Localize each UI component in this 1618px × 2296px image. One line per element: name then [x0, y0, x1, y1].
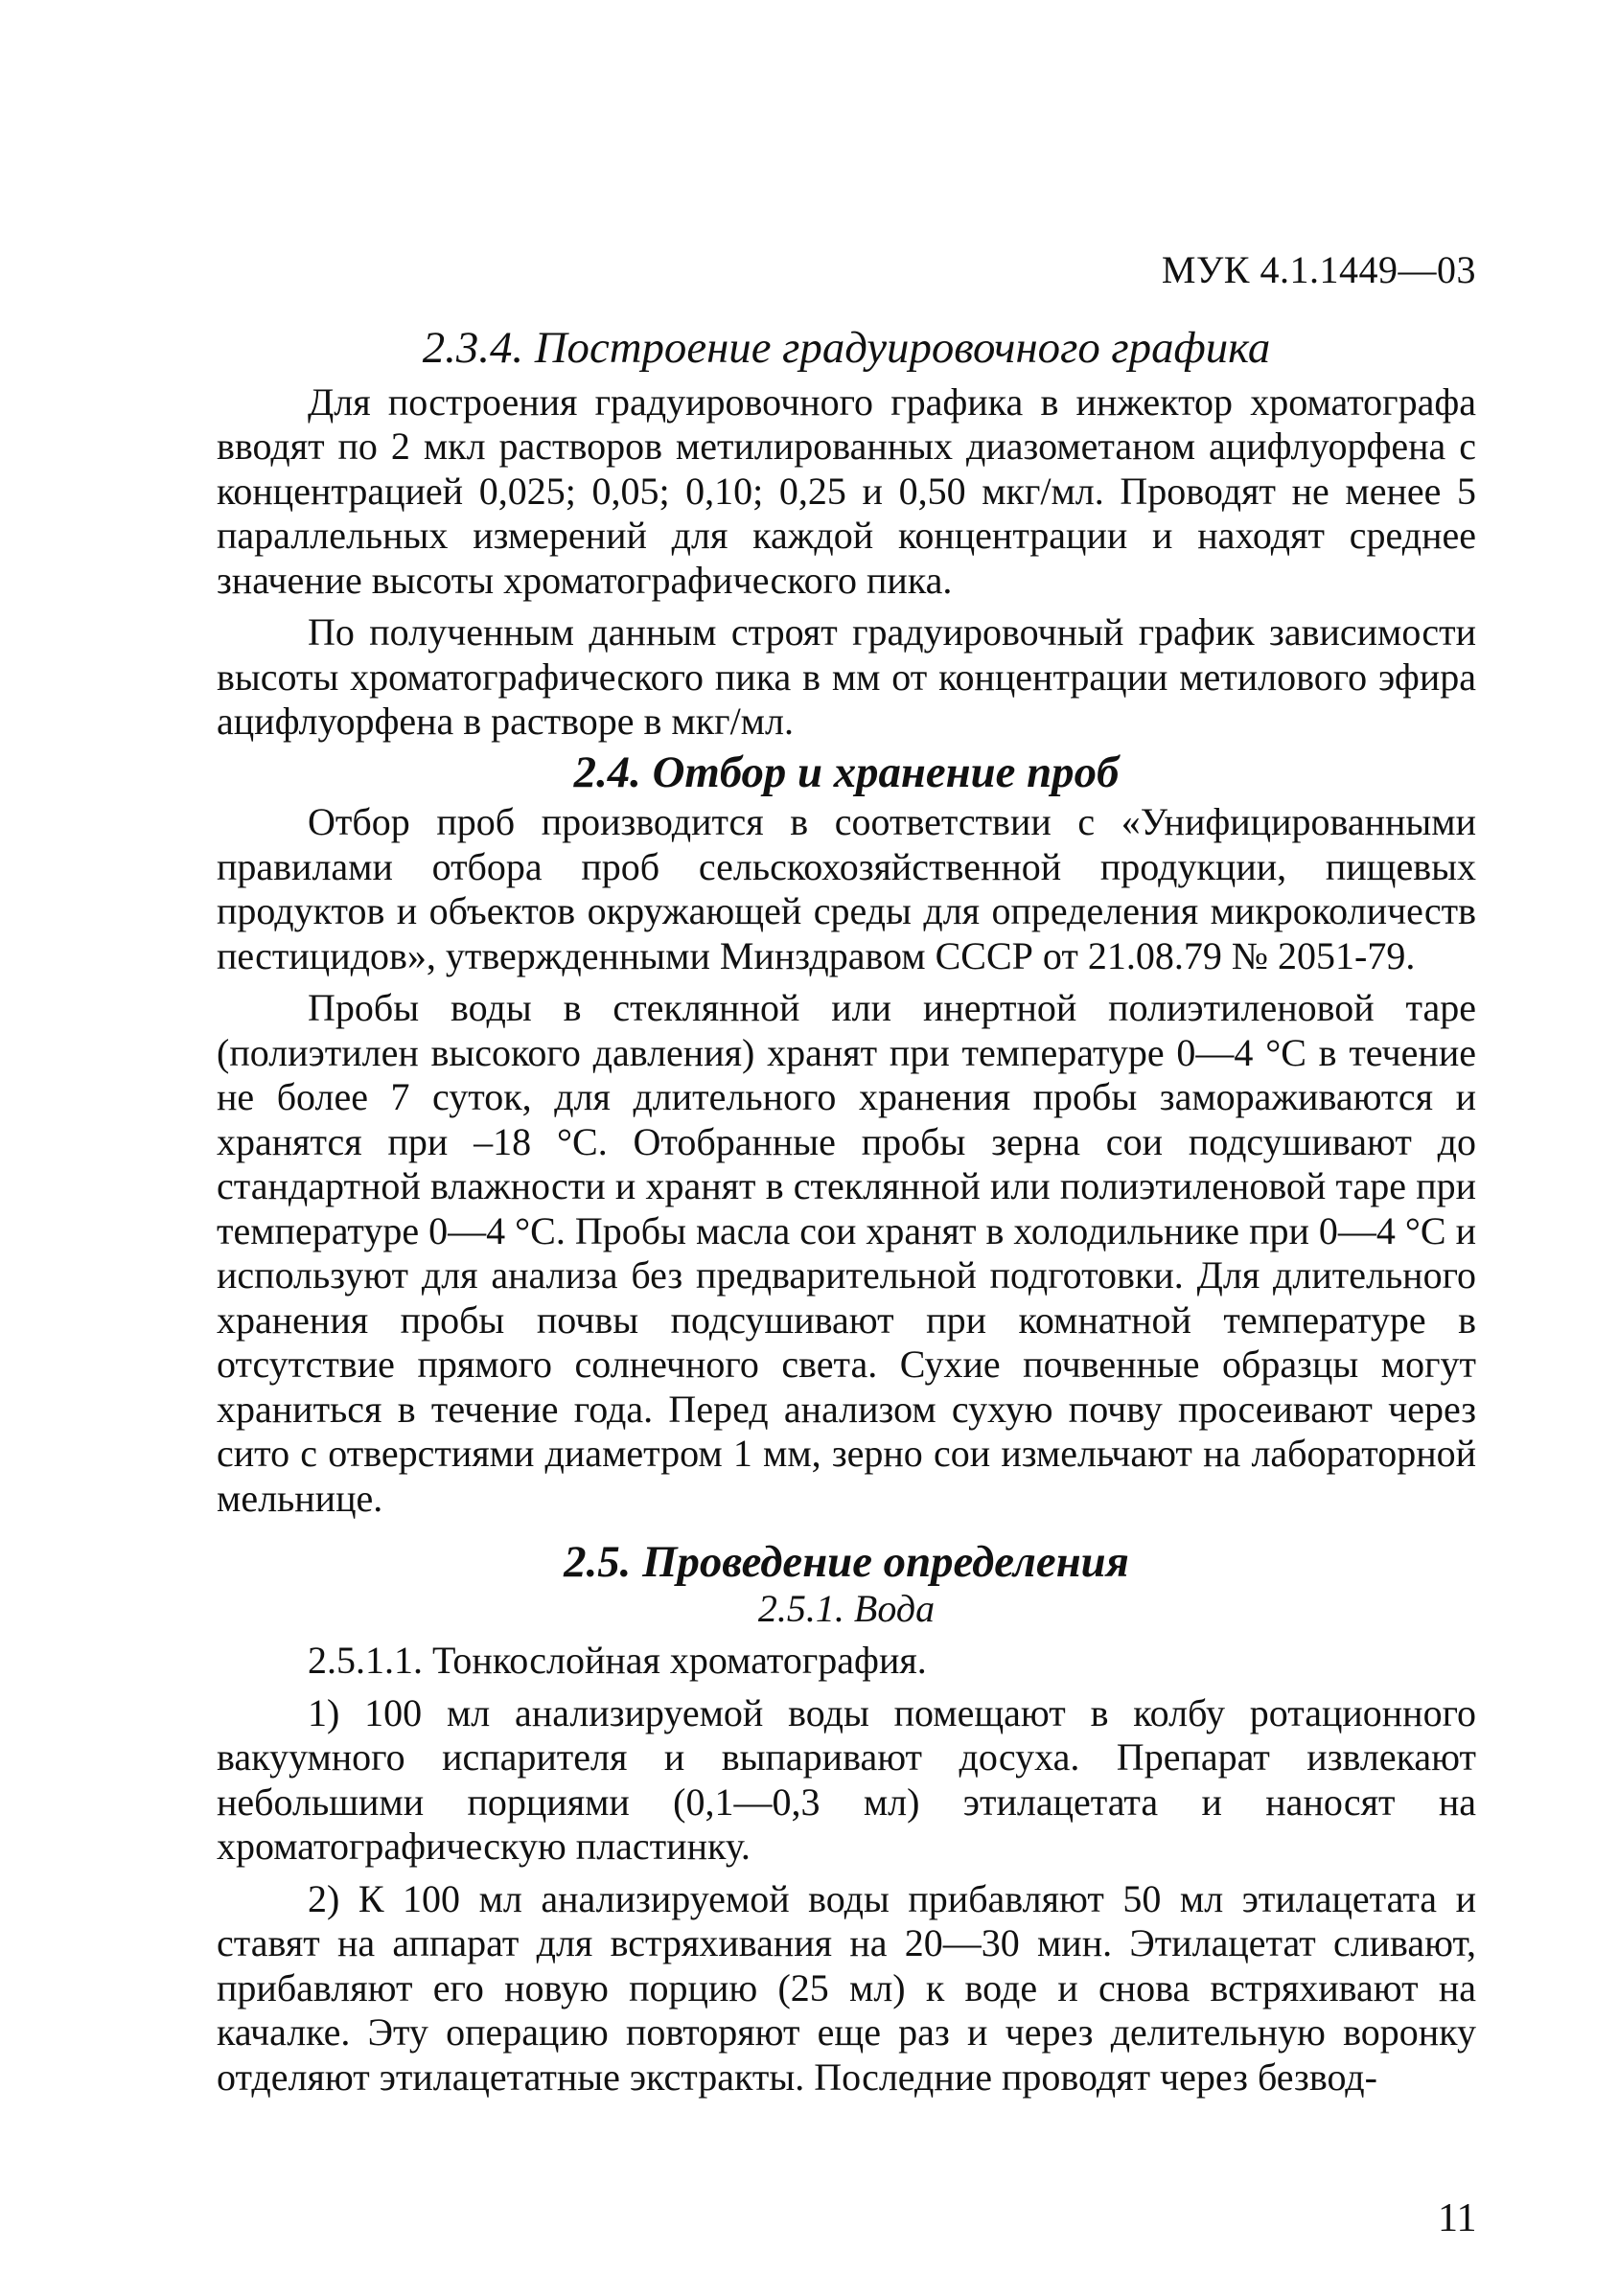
paragraph-calibration-procedure: Для построения градуировочного графика в инжектор хроматографа вводят по 2 мкл растворов метилированных диазометаном ацифлуорфена с концентрацией 0,025; 0,05; 0,10; 0,25 и 0,50 мкг/мл. Проводят не менее 5 параллельных измерений для каждой концентрации и находят среднее значение высоты хроматографического пика. — [217, 379, 1476, 602]
subsection-heading-2-5-1: 2.5.1. Вода — [757, 1586, 936, 1630]
section-heading-2-4: 2.4. Отбор и хранение проб — [573, 746, 1120, 797]
paragraph-sampling-rules: Отбор проб производится в соответствии с «Унифицированными правилами отбора проб сельскохозяйственной продукции, пищевых продуктов и объектов окружающей среды для определения микроколичеств пестицидов», утвержденными Минздравом СССР от 21.08.79 № 2051-79. — [217, 800, 1476, 977]
paragraph-sample-storage: Пробы воды в стеклянной или инертной полиэтиленовой таре (полиэтилен высокого давления) хранят при температуре 0—4 °С в течение не более 7 суток, для длительного хранения пробы замораживаются и хранятся при –18 °С. Отобранные пробы зерна сои подсушивают до стандартной влажности и хранят в стеклянной или полиэтиленовой таре при температуре 0—4 °С. Пробы масла сои хранят в холодильнике при 0—4 °С и используют для анализа без предварительной подготовки. Для длительного хранения пробы почвы подсушивают при комнатной температуре в отсутствие прямого солнечного света. Сухие почвенные образцы могут храниться в течение года. Перед анализом сухую почву просеивают через сито с отверстиями диаметром 1 мм, зерно сои измельчают на лабораторной мельнице. — [217, 986, 1476, 1520]
item-2-5-1-1: 2.5.1.1. Тонкослойная хроматография. — [308, 1639, 927, 1682]
step-2: 2) К 100 мл анализируемой воды прибавляют 50 мл этилацетата и ставят на аппарат для встряхивания на 20—30 мин. Этилацетат сливают, прибавляют его новую порцию (25 мл) к воде и снова встряхивают на качалке. Эту операцию повторяют еще раз и через делительную воронку отделяют этилацетатные экстракты. Последние проводят через безвод- — [217, 1876, 1476, 2099]
paragraph-calibration-graph: По полученным данным строят градуировочный график зависимости высоты хроматографического пика в мм от концентрации метилового эфира ацифлуорфена в растворе в мкг/мл. — [217, 610, 1476, 743]
section-heading-2-3-4: 2.3.4. Построение градуировочного графика — [422, 323, 1271, 373]
section-heading-2-5: 2.5. Проведение определения — [564, 1537, 1129, 1587]
page-number: 11 — [1438, 2196, 1477, 2240]
page-content — [217, 323, 1476, 2107]
document-code: МУК 4.1.1449—03 — [1161, 248, 1476, 291]
step-1: 1) 100 мл анализируемой воды помещают в колбу ротационного вакуумного испарителя и выпаривают досуха. Препарат извлекают небольшими порциями (0,1—0,3 мл) этилацетата и наносят на хроматографическую пластинку. — [217, 1690, 1476, 1868]
